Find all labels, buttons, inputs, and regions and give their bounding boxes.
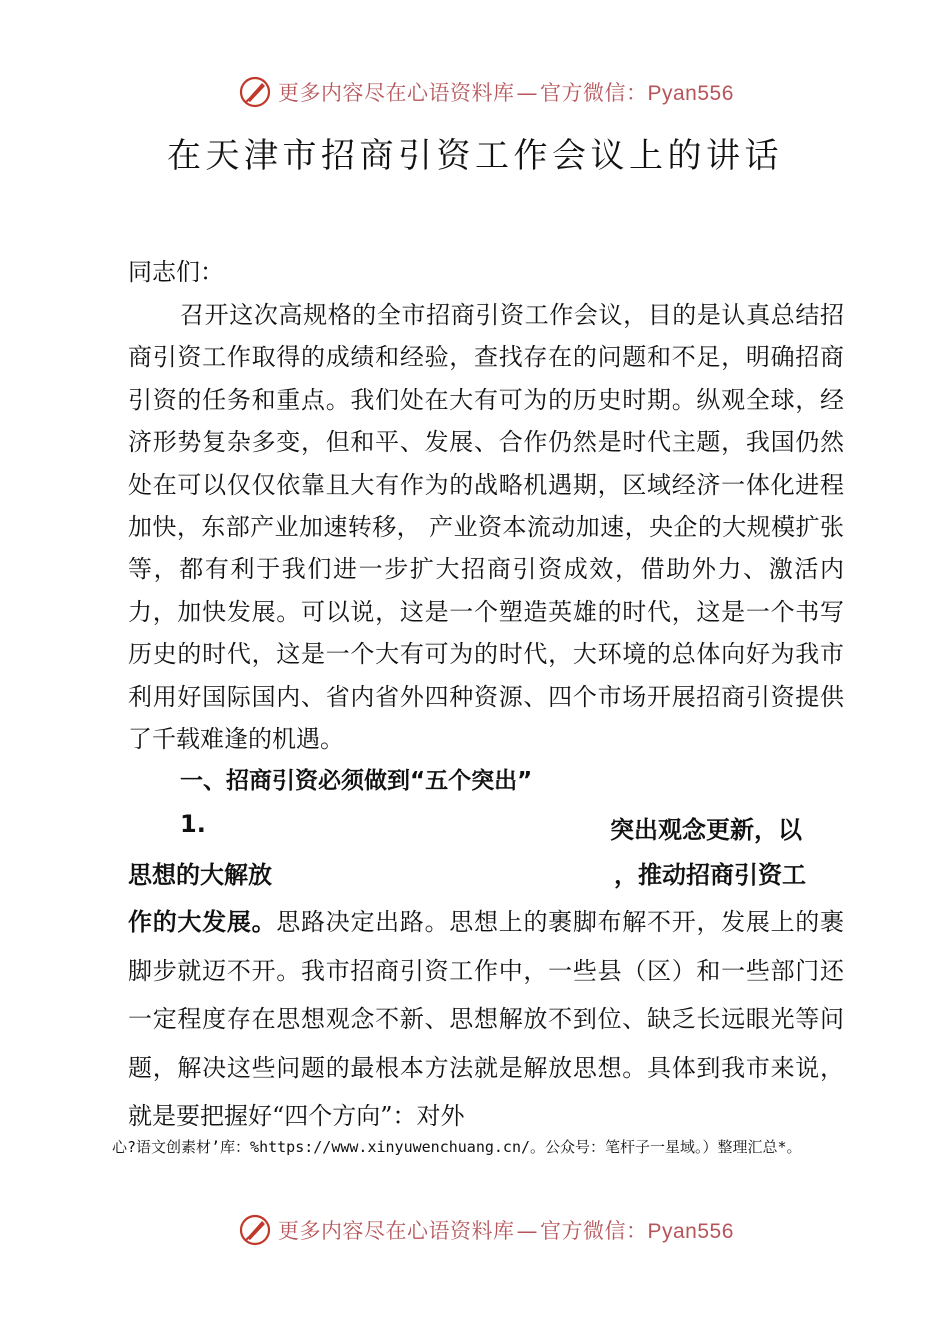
banner-separator: — — [516, 81, 538, 105]
subheading-number: 1. — [180, 810, 206, 838]
document-title: 在天津市招商引资工作会议上的讲话 — [167, 136, 783, 176]
banner-text — [278, 77, 734, 107]
banner-main-text: 更多内容尽在心语资料库 — [278, 1219, 515, 1243]
section-heading-1: 一、招商引资必须做到“五个突出” — [180, 768, 533, 794]
banner-separator: — — [516, 1219, 538, 1243]
paragraph-ideas — [128, 898, 844, 1141]
footer-source-note: 心?语文创素材’库：%https://www.xinyuwenchuang.cn/。公众号：笔杆子一星域。）整理汇总*。 — [112, 1138, 802, 1156]
banner-main-text: 更多内容尽在心语资料库 — [278, 81, 515, 105]
subheading-part-d: 作的大发展。 — [128, 908, 277, 936]
quill-logo-icon — [238, 1213, 272, 1247]
subheading-part-c: ，推动招商引资工 — [614, 861, 806, 889]
paragraph-intro: 召开这次高规格的全市招商引资工作会议，目的是认真总结招商引资工作取得的成绩和经验，查找存在的问题和不足，明确招商引资的任务和重点。我们处在大有可为的历史时期。纵观全球，经济形势复杂多变，但和平、发展、合作仍然是时代主题，我国仍然处在可以仅仅依靠且大有作为的战略机遇期，区域经济一体化进程加快，东部产业加速转移， 产业资本流动加速，央企的大规模扩张等，都有利于我们进一步扩大招商引资成效，借助外力、激活内力，加快发展。可以说，这是一个塑造英雄的时代，这是一个书写历史的时代，这是一个大有可为的时代，大环境的总体向好为我市利用好国际国内、省内省外四种资源、四个市场开展招商引资提供了千载难逢的机遇。 — [128, 301, 844, 754]
banner-wechat-label: 官方微信： — [540, 81, 648, 105]
footer-banner — [238, 1210, 734, 1250]
paragraph-ideas-text: 思路决定出路。思想上的裹脚布解不开，发展上的裹脚步就迈不开。我市招商引资工作中，一些县（区）和一些部门还一定程度存在思想观念不新、思想解放不到位、缺乏长远眼光等问题，解决这些问题的最根本方法就是解放思想。具体到我市来说，就是要把握好“四个方向”：对外 — [128, 908, 845, 1130]
greeting: 同志们： — [128, 258, 224, 286]
banner-text — [278, 1215, 734, 1245]
header-banner — [238, 72, 734, 112]
quill-logo-icon — [238, 75, 272, 109]
banner-wechat-id: Pyan556 — [647, 1220, 734, 1243]
banner-wechat-label: 官方微信： — [540, 1219, 648, 1243]
subheading-part-b: 思想的大解放 — [128, 861, 272, 889]
subheading-part-a: 突出观念更新，以 — [610, 816, 802, 844]
banner-wechat-id: Pyan556 — [647, 82, 734, 105]
